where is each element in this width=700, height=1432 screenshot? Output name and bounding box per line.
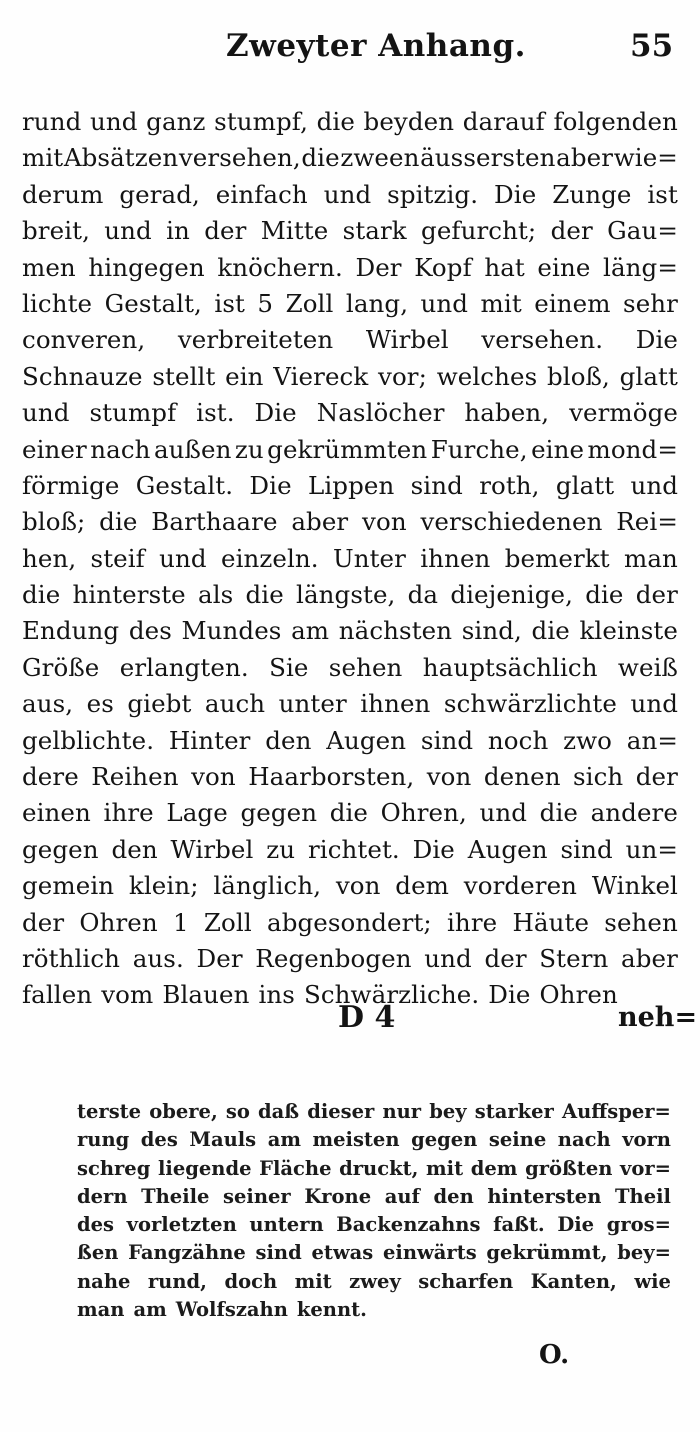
footnote-line: man am Wolfszahn kennt. (77, 1298, 367, 1322)
catchword: neh= (618, 1002, 698, 1033)
text-line: breit, und in der Mitte stark gefurcht; der Gau= (22, 216, 678, 246)
running-head (0, 28, 700, 72)
text-line: derum gerad, einfach und spitzig. Die Zunge ist (22, 179, 678, 209)
text-line: hen, steif und einzeln. Unter ihnen bemerkt man (22, 543, 678, 573)
text-line: gemein klein; länglich, von dem vorderen Winkel (22, 871, 678, 901)
text-line: aus, es giebt auch unter ihnen schwärzlichte und (22, 689, 678, 719)
text-line: bloß; die Barthaare aber von verschiedenen Rei= (22, 507, 678, 537)
text-line: rund und ganz stumpf, die beyden darauf folgenden (22, 107, 678, 136)
text-line: röthlich aus. Der Regenbogen und der Stern aber (22, 943, 678, 973)
text-line: dere Reihen von Haarborsten, von denen sich der (22, 762, 678, 792)
text-line: Endung des Mundes am nächsten sind, die kleinste (22, 616, 678, 646)
text-line: und stumpf ist. Die Naslöcher haben, vermöge (22, 398, 678, 428)
signature-row (0, 1000, 700, 1040)
signature-mark: D 4 (338, 1000, 396, 1035)
text-line: einen ihre Lage gegen die Ohren, und die andere (22, 798, 678, 828)
footnote-line: dern Theile seiner Krone auf den hintersten Theil (77, 1184, 671, 1208)
footnote-line: ßen Fangzähne sind etwas einwärts gekrümmt, bey= (77, 1241, 671, 1265)
running-head-title: Zweyter Anhang. (226, 28, 526, 64)
text-line: Schnauze stellt ein Viereck vor; welches bloß, glatt (22, 361, 678, 391)
footnote-line: nahe rund, doch mit zwey scharfen Kanten, wie (77, 1269, 671, 1293)
footnote-line: schreg liegende Fläche druckt, mit dem größten vor= (77, 1156, 671, 1180)
text-line: mit Absätzen versehen, die zween äussersten aber wie= (22, 143, 678, 173)
text-line: gelblichte. Hinter den Augen sind noch zwo an= (22, 725, 678, 755)
main-text-block (22, 104, 678, 1014)
text-line: einer nach außen zu gekrümmten Furche, eine mond= (22, 434, 678, 464)
text-line: gegen den Wirbel zu richtet. Die Augen sind un= (22, 834, 678, 864)
footnote-line: rung des Mauls am meisten gegen seine nach vorn (77, 1128, 671, 1152)
text-line: Größe erlangten. Sie sehen hauptsächlich weiß (22, 652, 678, 682)
text-line: fallen vom Blauen ins Schwärzliche. Die Ohren (22, 980, 618, 1010)
text-line: förmige Gestalt. Die Lippen sind roth, glatt und (22, 470, 678, 500)
footnote-line: terste obere, so daß dieser nur bey starker Auffsper= (77, 1100, 671, 1123)
text-line: converen, verbreiteten Wirbel versehen. Die (22, 325, 678, 355)
footnote-block (77, 1098, 677, 1324)
page-number: 55 (630, 28, 674, 64)
text-line: der Ohren 1 Zoll abgesondert; ihre Häute sehen (22, 907, 678, 937)
text-line: lichte Gestalt, ist 5 Zoll lang, und mit einem sehr (22, 288, 678, 318)
text-line: die hinterste als die längste, da diejenige, die der (22, 580, 678, 610)
text-line: men hingegen knöchern. Der Kopf hat eine läng= (22, 252, 678, 282)
footnote-line: des vorletzten untern Backenzahns faßt. Die gros= (77, 1213, 671, 1237)
footnote-end-mark: O. (539, 1340, 570, 1370)
